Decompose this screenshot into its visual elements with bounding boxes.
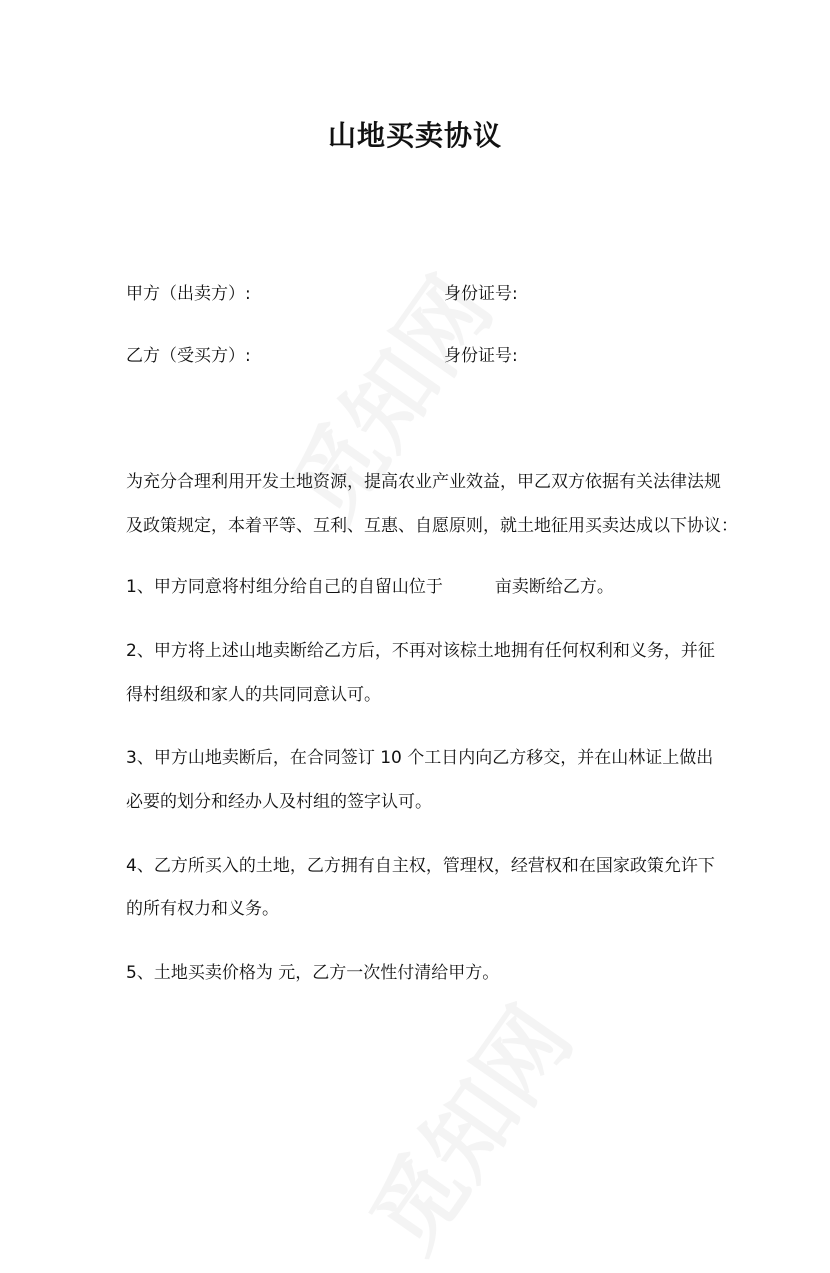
clause-1-before: 1、甲方同意将村组分给自己的自留山位于 bbox=[126, 577, 443, 597]
clause-5-line: 5、土地买卖价格为 元，乙方一次性付清给甲方。 bbox=[126, 963, 500, 983]
party-b-id-label: 身份证号: bbox=[444, 346, 518, 366]
party-a-label: 甲方（出卖方）: bbox=[126, 284, 251, 304]
preamble-line: 及政策规定，本着平等、互利、互惠、自愿原则，就土地征用买卖达成以下协议： bbox=[126, 516, 738, 536]
watermark bbox=[334, 977, 595, 1273]
clause-3-line: 必要的划分和经办人及村组的签字认可。 bbox=[126, 792, 432, 812]
clause-1 bbox=[126, 575, 614, 599]
clause-4-line: 的所有权力和义务。 bbox=[126, 899, 279, 919]
party-b-label: 乙方（受买方）: bbox=[126, 346, 251, 366]
clause-4-line: 4、乙方所买入的土地，乙方拥有自主权，管理权，经营权和在国家政策允许下 bbox=[126, 856, 715, 876]
preamble-line: 为充分合理利用开发土地资源，提高农业产业效益，甲乙双方依据有关法律法规 bbox=[126, 472, 721, 492]
document-title: 山地买卖协议 bbox=[327, 119, 502, 152]
clause-2-line: 得村组级和家人的共同同意认可。 bbox=[126, 685, 381, 705]
party-a-id-label: 身份证号: bbox=[444, 284, 518, 304]
clause-2-line: 2、甲方将上述山地卖断给乙方后，不再对该棕土地拥有任何权利和义务，并征 bbox=[126, 641, 715, 661]
clause-1-after: 亩卖断给乙方。 bbox=[494, 577, 614, 597]
clause-3-line: 3、甲方山地卖断后，在合同签订 10 个工日内向乙方移交，并在山林证上做出 bbox=[126, 748, 714, 768]
